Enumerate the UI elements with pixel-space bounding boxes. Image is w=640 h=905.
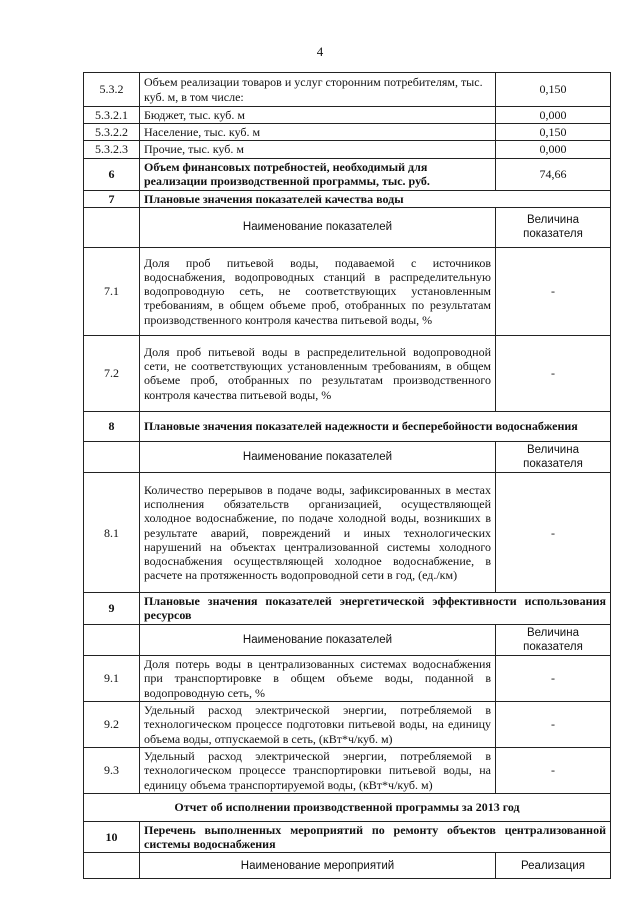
table-row [84, 73, 611, 107]
row-description: Доля потерь воды в централизованных системах водоснабжения при транспортировке в общем объеме воды, поданной в водопроводную сеть, % [140, 656, 496, 702]
row-description: Бюджет, тыс. куб. м [140, 107, 496, 124]
report-title-row [84, 794, 611, 822]
section-number: 9 [84, 593, 140, 624]
column-header-row [84, 853, 611, 879]
column-header-name: Наименование показателей [140, 624, 496, 655]
row-number: 7.1 [84, 247, 140, 335]
table-row [84, 158, 611, 190]
column-header-name: Наименование мероприятий [140, 853, 496, 879]
section-header-row [84, 822, 611, 853]
row-number: 9.3 [84, 748, 140, 794]
row-value: 0,000 [496, 141, 611, 158]
table-row [84, 335, 611, 411]
row-value: - [496, 702, 611, 748]
row-description: Количество перерывов в подаче воды, зафиксированных в местах исполнения обязательств организацией, осуществляющей холодное водоснабжение, по подаче холодной воды, возникших в результате аварий, повреждений и иных технологических нарушений на объектах централизованной системы холодного водоснабжения осуществляющей холодное водоснабжение, в расчете на протяженность водопроводной сети в год, (ед./км) [140, 473, 496, 593]
row-value: 0,000 [496, 107, 611, 124]
section-header-row [84, 593, 611, 624]
column-header-value: Реализация [496, 853, 611, 879]
column-header-value: Величина показателя [496, 441, 611, 472]
row-value: - [496, 247, 611, 335]
column-header-row [84, 441, 611, 472]
column-header-value: Величина показателя [496, 207, 611, 247]
row-number: 7.2 [84, 335, 140, 411]
program-table [83, 72, 611, 879]
row-value: - [496, 748, 611, 794]
section-header-row [84, 411, 611, 441]
row-number: 9.2 [84, 702, 140, 748]
row-number: 5.3.2.1 [84, 107, 140, 124]
report-title: Отчет об исполнении производственной программы за 2013 год [84, 794, 611, 822]
row-number: 5.3.2 [84, 73, 140, 107]
table-row [84, 141, 611, 158]
row-value: 0,150 [496, 73, 611, 107]
table-row [84, 656, 611, 702]
section-number: 7 [84, 190, 140, 207]
row-value: - [496, 656, 611, 702]
table-row [84, 107, 611, 124]
column-header-name: Наименование показателей [140, 207, 496, 247]
column-header-row [84, 624, 611, 655]
row-description: Объем финансовых потребностей, необходимый для реализации производственной программы, тыс. руб. [140, 158, 496, 190]
page-number: 4 [316, 44, 324, 59]
row-description: Удельный расход электрической энергии, потребляемой в технологическом процессе транспортировки питьевой воды, на единицу объема транспортируемой воды, (кВт*ч/куб. м) [140, 748, 496, 794]
section-number: 8 [84, 411, 140, 441]
section-title: Плановые значения показателей энергетической эффективности использования ресурсов [140, 593, 611, 624]
row-value: - [496, 473, 611, 593]
table-row [84, 473, 611, 593]
column-header-row [84, 207, 611, 247]
row-description: Прочие, тыс. куб. м [140, 141, 496, 158]
column-header-value: Величина показателя [496, 624, 611, 655]
row-number: 5.3.2.2 [84, 124, 140, 141]
section-header-row [84, 190, 611, 207]
table-row [84, 247, 611, 335]
row-description: Население, тыс. куб. м [140, 124, 496, 141]
row-description: Доля проб питьевой воды в распределительной водопроводной сети, не соответствующих установленным требованиям, в общем объеме проб, отобранных по результатам производственного контроля качества питьевой воды, % [140, 335, 496, 411]
section-title: Плановые значения показателей надежности и бесперебойности водоснабжения [140, 411, 611, 441]
row-number: 5.3.2.3 [84, 141, 140, 158]
table-row [84, 748, 611, 794]
row-number: 6 [84, 158, 140, 190]
row-number: 8.1 [84, 473, 140, 593]
row-number: 9.1 [84, 656, 140, 702]
table-row [84, 702, 611, 748]
row-value: 74,66 [496, 158, 611, 190]
section-title: Перечень выполненных мероприятий по ремонту объектов централизованной системы водоснабжения [140, 822, 611, 853]
table-row [84, 124, 611, 141]
row-value: 0,150 [496, 124, 611, 141]
row-description: Удельный расход электрической энергии, потребляемой в технологическом процессе подготовки питьевой воды, на единицу объема воды, отпускаемой в сеть, (кВт*ч/куб. м) [140, 702, 496, 748]
row-value: - [496, 335, 611, 411]
row-description: Объем реализации товаров и услуг сторонним потребителям, тыс. куб. м, в том числе: [140, 73, 496, 107]
column-header-name: Наименование показателей [140, 441, 496, 472]
row-description: Доля проб питьевой воды, подаваемой с источников водоснабжения, водопроводных станций в распределительную водопроводную сеть, не соответствующих установленным требованиям, в общем объеме проб, отобранных по результатам производственного контроля качества питьевой воды, % [140, 247, 496, 335]
section-title: Плановые значения показателей качества воды [140, 190, 611, 207]
section-number: 10 [84, 822, 140, 853]
